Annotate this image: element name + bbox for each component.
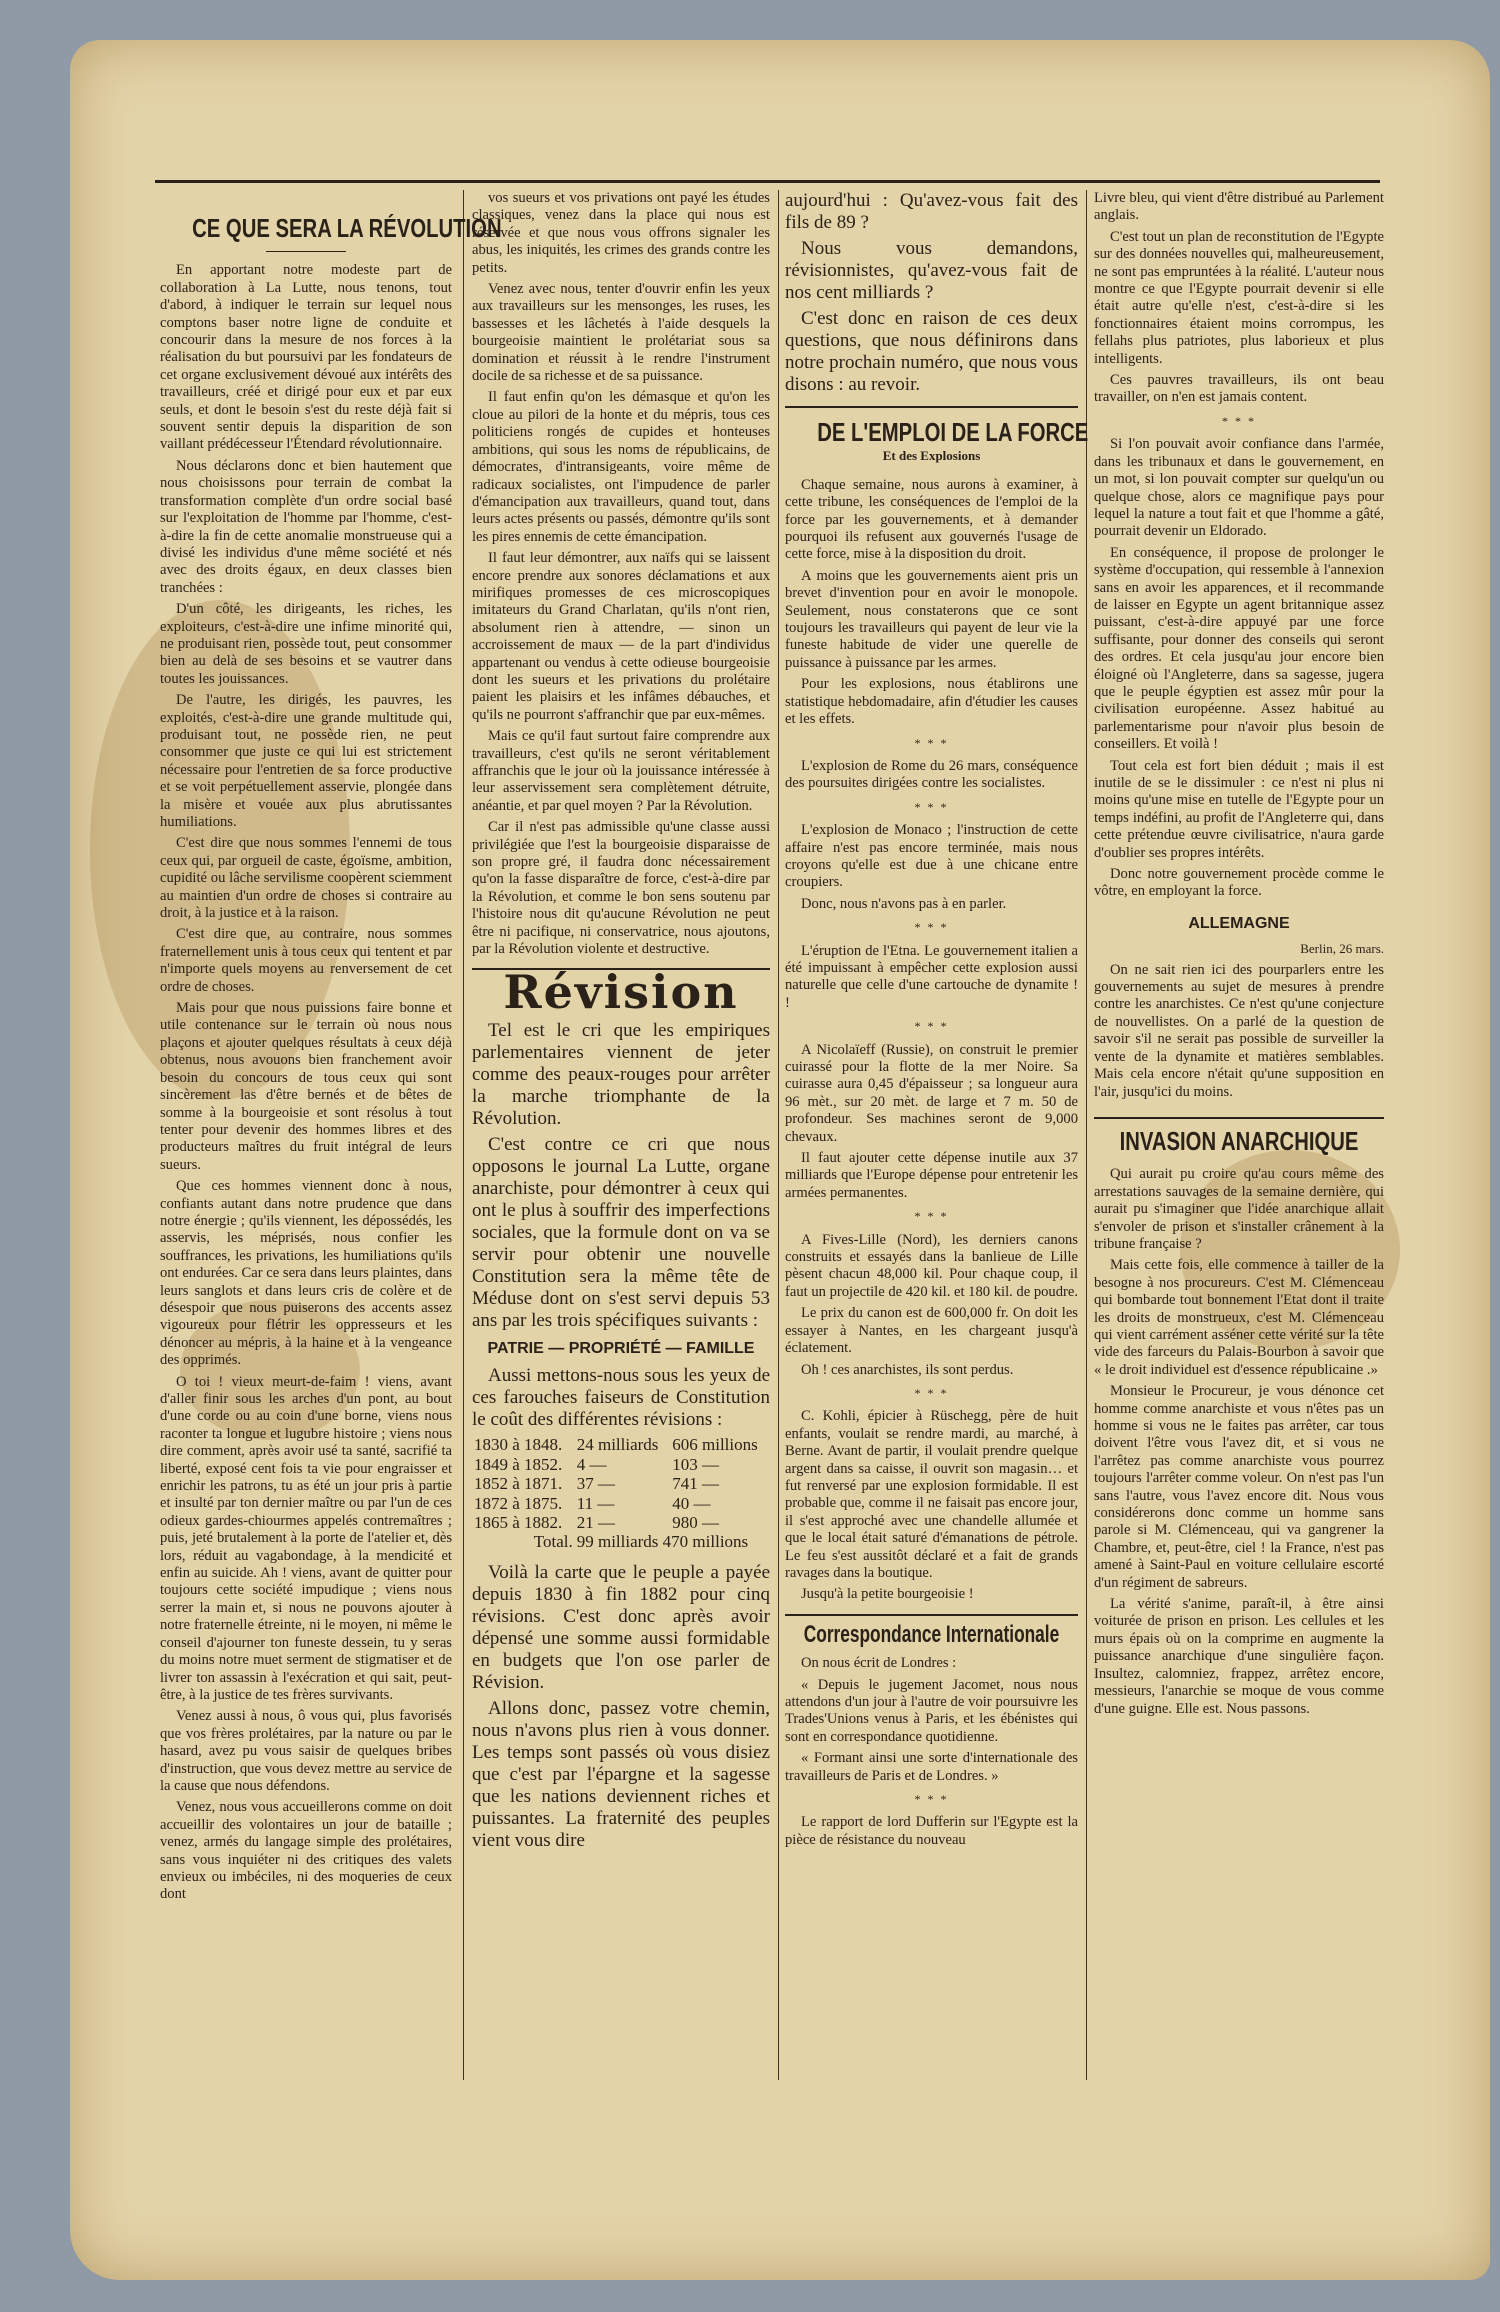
paragraph: Il faut enfin qu'on les démasque et qu'on les cloue au pilori de la honte et du mépris, tous ces politiciens rongés de cupides et honteuses ambitions, qui sous les noms de républicains, de démocrates, d'intransigeants, voire même de radicaux socialistes, ont l'impudence de parler d'émancipation aux travailleurs, quand tout, dans leurs actes présents ou passés, démontre qu'ils sont les pires ennemis de cette émancipation.	[472, 389, 770, 545]
revision-closing	[472, 1562, 770, 1852]
paragraph: On nous écrit de Londres :	[801, 1655, 957, 1672]
budget-intro: Aussi mettons-nous sous les yeux de ces farouches faiseurs de Constitution le coût des différentes révisions :	[472, 1365, 770, 1431]
asterism: * * *	[914, 920, 949, 935]
news-item: A Fives-Lille (Nord), les derniers canons construits et essayés dans la banlieue de Lille pèsent chacun 48,000 kil. Pour chaque coup, il faut un projectile de 420 kil. et 180 kil. de poudre.	[785, 1231, 1079, 1300]
paragraph: Nous déclarons donc et bien hautement que nous choisissons pour terrain de combat la transformation complète d'un ordre social basé sur l'exploitation de l'homme par l'homme, c'est-à-dire la fin de cette anomalie monstrueuse qui a divisé les individus d'une même société et nés avec des droits égaux, en deux classes bien tranchées :	[160, 457, 452, 596]
paragraph: Donc notre gouvernement procède comme le vôtre, en employant la force.	[1094, 866, 1384, 900]
paragraph: C'est donc en raison de ces deux questions, que nous définirons dans notre prochain numéro, que nous vous disons : au revoir.	[785, 308, 1078, 395]
milliards-cell: 37 —	[576, 1474, 615, 1494]
period-cell: 1830 à 1848.	[474, 1435, 563, 1455]
paragraph: Venez aussi à nous, ô vous qui, plus favorisés que vos frères prolétaires, par la nature ou par le hasard, avez pu vous saisir de quelques bribes d'instruction, que vous devez mettre au service de la cause que nous défendons.	[160, 1708, 452, 1794]
period-cell: 1872 à 1875.	[474, 1493, 563, 1513]
paragraph: Ces pauvres travailleurs, ils ont beau travailler, on n'en est jamais content.	[1094, 372, 1384, 406]
table-row	[472, 1494, 770, 1513]
millions-cell: 103 —	[672, 1454, 719, 1474]
article-continuation	[472, 190, 770, 958]
paragraph: aujourd'hui : Qu'avez-vous fait des fils de 89 ?	[785, 190, 1078, 233]
paragraph: Pour les explosions, nous établirons une statistique hebdomadaire, afin d'étudier les causes et les effets.	[785, 676, 1078, 728]
asterism: * * *	[914, 1792, 949, 1807]
column-separator	[463, 190, 464, 2080]
paragraph: Car il n'est pas admissible qu'une classe aussi privilégiée que l'est la bourgeoisie disparaisse de son propre gré, il faudra donc nécessairement qu'on la fasse disparaître de force, c'est-à-dire par la Révolution, et comme le bon sens soutenu par l'histoire nous dit qu'aucune Révolution ne peut être ni pacifique, ni conservatrice, nous ajoutons, par la Révolution violente et destructive.	[472, 819, 770, 958]
total-label: Total.	[533, 1532, 573, 1552]
section-divider	[1094, 1117, 1384, 1119]
millions-cell: 606 millions	[672, 1435, 758, 1455]
news-item: Jusqu'à la petite bourgeoisie !	[801, 1586, 974, 1603]
milliards-cell: 24 milliards	[576, 1435, 659, 1455]
paragraph: Livre bleu, qui vient d'être distribué au Parlement anglais.	[1094, 190, 1384, 224]
table-total-row	[472, 1532, 770, 1551]
asterism: * * *	[914, 735, 949, 750]
period-cell: 1852 à 1871.	[474, 1474, 563, 1494]
motto: PATRIE — PROPRIÉTÉ — FAMILLE	[487, 1339, 755, 1357]
paragraph: Chaque semaine, nous aurons à examiner, à cette tribune, les conséquences de l'emploi de la force par les gouvernements, et à demander pourquoi ils refusent aux gouvernés l'usage de cette force, mise à la disposition du droit.	[785, 476, 1078, 563]
paragraph: Mais cette fois, elle commence à tailler de la besogne à nos procureurs. C'est M. Clémenceau qui bombarde tout bonnement l'Etat dont il traite les droits de monstrueux, c'est M. Clémenceau qui vient carrément asséner cette vérité sur la tête vide des farceurs du Palais-Bourbon à savoir que « le droit individuel est d'essence républicaine .»	[1094, 1257, 1384, 1378]
paragraph: D'un côté, les dirigeants, les riches, les exploiteurs, c'est-à-dire une infime minorité qui, ne produisant rien, possède tout, peut consommer bien au delà de ses besoins et se vautrer dans toutes les jouissances.	[160, 601, 452, 687]
paragraph: Tel est le cri que les empiriques parlementaires viennent de jeter comme des peaux-rouges pour arrêter la marche triomphante de la Révolution.	[472, 1019, 770, 1129]
paragraph: Le rapport de lord Dufferin sur l'Egypte est la pièce de résistance du nouveau	[785, 1814, 1078, 1848]
news-item: A Nicolaïeff (Russie), on construit le premier cuirassé pour la flotte de la mer Noire. Sa cuirasse aura 0,45 d'épaisseur ; sa longueur aura 96 mèt., sur 20 mèt. de large et 7 m. 50 de profondeur. Ses machines seront de 9,000 chevaux.	[785, 1041, 1078, 1145]
millions-cell: 40 —	[672, 1493, 711, 1513]
paragraph: Monsieur le Procureur, je vous dénonce cet homme comme anarchiste et vous n'êtes pas un homme si vous ne le faites pas arrêter, car tous doivent l'être vous l'avez dit, et si vous ne l'arrêtez pas comme anarchiste vous pourrez toujours l'arrêter comme voleur. On n'est pas l'un sans l'autre, vous l'avez encore dit. Nous vous considérerons donc comme un homme sans parole si M. Clémenceau, qui va gangrener la Chambre, et, peut-être, ciel ! la France, n'est pas amené à Saint-Paul en voiture cellulaire escorté d'un régiment de sabreurs.	[1094, 1383, 1384, 1591]
paragraph: Il faut leur démontrer, aux naïfs qui se laissent encore prendre aux sonores déclamations et aux mirifiques promesses de ces microscopiques imitateurs du Grand Charlatan, qu'ils n'ont rien, absolument rien à attendre, — sinon un accroissement de maux — de la part d'individus appartenant ou vendus à cette odieuse bourgeoisie dont les sueurs et les privations du prolétaire paient les plaisirs et les infâmes débauches, et qu'ils ne pourront s'affranchir que par eux-mêmes.	[472, 550, 770, 723]
table-row	[472, 1513, 770, 1532]
period-cell: 1849 à 1852.	[474, 1454, 563, 1474]
millions-cell: 741 —	[672, 1474, 719, 1494]
dateline: Berlin, 26 mars.	[1300, 941, 1384, 957]
paragraph: vos sueurs et vos privations ont payé les études classiques, venez dans la place qui nous est réservée et que nous vous offrons signaler les abus, les iniquités, les crimes des grands contre les petits.	[472, 190, 770, 276]
paragraph: En conséquence, il propose de prolonger le système d'occupation, qui ressemble à l'annexion sans en avoir les apparences, et il recommande de laisser en Egypte un agent britannique assez puissant, c'est-à-dire appuyé par une force suffisante, pour donner des conseils qui seront des ordres. Et cela jusqu'au jour encore bien éloigné où l'Angleterre, dans sa sagesse, jugera que le peuple égyptien est assez mûr pour la civilisation européenne. Assez habitué au parlementarisme pour n'avoir plus besoin de conseillers. Et voilà !	[1094, 544, 1384, 753]
paragraph: « Formant ainsi une sorte d'internationale des travailleurs de Paris et de Londres. »	[785, 1750, 1078, 1784]
column-4	[1094, 190, 1384, 2090]
revision-ending	[785, 190, 1078, 396]
paragraph: Allons donc, passez votre chemin, nous n'avons plus rien à vous donner. Les temps sont passés où vous disiez que c'est par l'épargne et la sagesse que les nations deviennent riches et puissantes. La fraternité des peuples vient vous dire	[472, 1697, 770, 1851]
milliards-cell: 4 —	[576, 1454, 607, 1474]
column-separator	[1086, 190, 1087, 2080]
paragraph: Mais ce qu'il faut surtout faire comprendre aux travailleurs, c'est qu'ils ne seront véritablement affranchis que le jour où la jouissance intéressée à leur asservissement sera complètement détruite, anéantie, et par quel moyen ? Par la Révolution.	[472, 728, 770, 814]
table-row	[472, 1435, 770, 1454]
article-subheadline: Et des Explosions	[882, 448, 981, 464]
budget-table	[472, 1435, 770, 1551]
table-row	[472, 1474, 770, 1493]
revision-body	[472, 1020, 770, 1332]
millions-cell: 980 —	[672, 1512, 719, 1532]
paragraph: Venez, nous vous accueillerons comme on doit accueillir des volontaires un jour de bataille ; venez, armés du langage simple des prolétaires, sans vous inquiéter ni des critiques des valets envieux ou imbéciles, ni des moqueries de ceux dont	[160, 1799, 452, 1903]
paragraph: A moins que les gouvernements aient pris un brevet d'invention pour en avoir le monopole. Seulement, nous constaterons que ce sont toujours les travailleurs qui payent de leur vie la funeste habitude de vider une querelle de puissance à puissance par les armes.	[785, 567, 1078, 671]
revision-title: Révision	[503, 965, 739, 1020]
news-item: L'explosion de Monaco ; l'instruction de cette affaire n'est pas encore terminée, mais nous croyons qu'elle est due à une chicane entre croupiers.	[785, 822, 1078, 891]
news-item: Oh ! ces anarchistes, ils sont perdus.	[801, 1361, 1014, 1378]
article-headline: INVASION ANARCHIQUE	[1119, 1125, 1359, 1156]
section-divider	[785, 406, 1078, 408]
paragraph: Venez avec nous, tenter d'ouvrir enfin les yeux aux travailleurs sur les mensonges, les ruses, les bassesses et les lâchetés à l'aide desquels la bourgeoisie maintient le prolétariat sous sa domination et réussit à le rendre l'instrument docile de sa richesse et de sa puissance.	[472, 281, 770, 385]
top-rule	[155, 180, 1380, 183]
paragraph: Si l'on pouvait avoir confiance dans l'armée, dans les tribunaux et dans le gouvernement, en un mot, si lon pouvait compter sur quelqu'un ou quelque chose, alors ce magnifique pays pour lequel la nature a tout fait et que l'homme a gâté, pourrait devenir un Eldorado.	[1094, 436, 1384, 540]
news-item: Il faut ajouter cette dépense inutile aux 37 milliards que l'Europe dépense pour entretenir les armées permanentes.	[785, 1150, 1078, 1201]
article-headline: CE QUE SERA LA RÉVOLUTION	[192, 213, 502, 243]
paragraph: « Depuis le jugement Jacomet, nous nous attendons d'un jour à l'autre de voir poursuivre les Trades'Unions venus à Paris, et les ébénistes qui sont en correspondance quotidienne.	[785, 1676, 1078, 1745]
asterism: * * *	[914, 1209, 949, 1224]
total-value: 99 milliards 470 millions	[576, 1532, 749, 1552]
column-3	[785, 190, 1089, 2090]
asterism: * * *	[914, 1019, 949, 1034]
paragraph: Mais pour que nous puissions faire bonne et utile contenance sur le terrain où nous nous plaçons et ajouter quelques résultats à ceux déjà obtenus, nous avouons bien franchement avoir besoin du concours de tous ceux qui sont sincèrement las d'être bernés et de bêtes de somme à la bourgeoisie et sont résolus à tout tenter pour devenir des hommes libres et des producteurs maîtres du fruit intégral de leurs sueurs.	[160, 1000, 452, 1173]
asterism: * * *	[1222, 413, 1256, 428]
paragraph: De l'autre, les dirigés, les pauvres, les exploités, c'est-à-dire une grande multitude qui, produisant tout, ne possède rien, ne peut consommer que juste ce qui lui est strictement nécessaire pour l'entretien de sa force productive et se voit perpétuellement asservie, plongée dans la misère et vouée aux plus abrutissantes humiliations.	[160, 692, 452, 830]
paragraph: C'est tout un plan de reconstitution de l'Egypte sur des données nouvelles qui, malheureusement, ne sont pas empruntées à la réalité. L'auteur nous montre ce que l'Egypte pourrait devenir si elle était autre qu'elle n'est, c'est-à-dire si les fonctionnaires étaient moins corrompus, les fellahs plus patriotes, plus laborieux et plus intelligents.	[1094, 228, 1384, 367]
asterism: * * *	[914, 1385, 949, 1400]
correspondence-headline: Correspondance Internationale	[803, 1620, 1060, 1648]
column-1	[160, 190, 502, 2090]
paragraph: La vérité s'anime, paraît-il, à être ainsi voiturée de prison en prison. Les cellules et les murs épais où on la comprime en augmente la puissance anarchique d'une singulière façon. Insultez, calomniez, frappez, arrêtez encore, messieurs, l'anarchie se moque de vous comme d'une guigne. Elle est. Nous passons.	[1094, 1596, 1384, 1717]
news-item: Le prix du canon est de 600,000 fr. On doit les essayer à Nantes, en les chargeant jusqu'à éclatement.	[785, 1305, 1078, 1357]
paragraph: Voilà la carte que le peuple a payée depuis 1830 à fin 1882 pour cinq révisions. C'est donc après avoir dépensé une somme aussi formidable en budgets que l'on ose parler de Révision.	[472, 1561, 770, 1693]
paragraph: C'est dire que nous sommes l'ennemi de tous ceux qui, par orgueil de caste, égoïsme, ambition, cupidité ou lâche servilisme coopèrent sciemment au maintien d'un ordre de choses si contraire au droit, à la justice et à la raison.	[160, 835, 452, 922]
article-headline: DE L'EMPLOI DE LA FORCE	[817, 417, 1089, 447]
paragraph: O toi ! vieux meurt-de-faim ! viens, avant d'aller finir sous les arches d'un pont, au bout d'une corde ou au coin d'une borne, viens nous raconter ta longue et lugubre histoire ; viens nous dire comment, après avoir usé ta santé, sacrifié ta liberté, exposé cent fois ta vie pour engraisser et enrichir les patrons, tu as été un jour pris à partie et insulté par ton dernier maître ou par l'un de ces odieux gardes-chiourmes appelés contremaîtres ; puis, jeté brutalement à la porte de l'atelier et, dès lors, réduit au vagabondage, à la mendicité et enfin au suicide. Ah ! viens, avant de quitter pour toujours cette société impudique ; viens nous serrer la main et, si nous ne pouvons ajouter à notre fraternelle étreinte, ni le moyen, ni même le conseil d'ajourner ton funeste dessein, tu y seras du moins notre muet serment de stigmatiser et de livrer ton assassin à l'exécration et qui sait, peut-être, à la justice de tes frères survivants.	[160, 1373, 452, 1703]
table-row	[472, 1455, 770, 1474]
article-body	[160, 262, 452, 1903]
news-item: L'éruption de l'Etna. Le gouvernement italien a été impuissant à empêcher cette explosion aussi naturelle que celle d'une cartouche de dynamite ! !	[785, 942, 1078, 1011]
section-divider	[785, 1614, 1078, 1616]
news-item: Donc, nous n'avons pas à en parler.	[801, 895, 1007, 912]
column-2	[472, 190, 770, 2090]
paragraph: Qui aurait pu croire qu'au cours même des arrestations sauvages de la semaine dernière, qui aurait pu s'imaginer que l'idée anarchique allait s'envoler de prison et s'installer crânement à la tribune française ?	[1094, 1166, 1384, 1252]
milliards-cell: 11 —	[576, 1493, 615, 1513]
section-title-allemagne: ALLEMAGNE	[1188, 914, 1290, 932]
asterism: * * *	[914, 799, 949, 814]
paragraph: Que ces hommes viennent donc à nous, confiants autant dans notre prudence que dans notre énergie ; qu'ils viennent, les dépossédés, les asservis, les méprisés, nous confier les souffrances, les privations, les humiliations qu'ils ont endurées. Car ce sera dans leurs plaintes, dans leurs sanglots et dans leurs cris de colère et de désespoir que nous puiserons des accents assez vigoureux pour flétrir les oppresseurs et les dénoncer au mépris, à la haine et à la vengeance des opprimés.	[160, 1178, 452, 1369]
paragraph: Nous vous demandons, révisionnistes, qu'avez-vous fait de nos cent milliards ?	[785, 238, 1078, 303]
milliards-cell: 21 —	[576, 1512, 615, 1532]
paragraph: En apportant notre modeste part de collaboration à La Lutte, nous tenons, tout d'abord, à indiquer le terrain sur lequel nous comptons baser notre ligne de conduite et concourir dans la mesure de nos forces à la réalisation du but poursuivi par les fondateurs de cet organe exclusivement dévoué aux intérêts des travailleurs, créé et dirigé pour eux et par eux seuls, et dont le besoin s'est du reste déjà fait si souvent sentir depuis la disparition de son vaillant prédécesseur l'Étendard révolutionnaire.	[160, 262, 452, 453]
paragraph: Tout cela est fort bien déduit ; mais il est inutile de se le dissimuler : ce n'est ni plus ni moins qu'une mise en tutelle de l'Egypte pour un temps indéfini, au profit de l'Angleterre qui, dans cette prétendue œuvre civilisatrice, n'aura garde d'oublier ses propres intérêts.	[1094, 757, 1384, 861]
paragraph: C'est contre ce cri que nous opposons le journal La Lutte, organe anarchiste, pour démontrer à ceux qui ont le plus à souffrir des imperfections sociales, que la formule dont on va se servir pour obtenir une nouvelle Constitution sera la même tête de Méduse dont on s'est servi depuis 53 ans par les trois spécifiques suivants :	[472, 1133, 770, 1331]
paragraph: On ne sait rien ici des pourparlers entre les gouvernements au sujet de mesures à prendre contre les anarchistes. Ce n'est qu'une conjecture de nouvellistes. On a parlé de la question de savoir s'il ne serait pas possible de surveiller la vente de la dynamite et matières semblables. Mais cela encore n'était qu'une supposition en l'air, jusqu'ici du moins.	[1094, 961, 1384, 1100]
paragraph: C'est dire que, au contraire, nous sommes fraternellement unis à tous ceux qui tentent et par n'importe quels moyens au renversement de cet ordre de choses.	[160, 926, 452, 995]
news-item: C. Kohli, épicier à Rüschegg, père de huit enfants, voulait se rendre mardi, au marché, à Berne. Avant de partir, il voulait prendre quelque argent dans sa caisse, il ouvrit son magasin… et fut renversé par une explosion formidable. Il est probable que, comme il ne faisait pas encore jour, il s'est approché avec une chandelle allumée et que le local était saturé d'émanations de pétrole. Le feu s'est aussitôt déclaré et a fait de grands ravages dans la boutique.	[785, 1408, 1078, 1581]
column-separator	[778, 190, 779, 2080]
news-item: L'explosion de Rome du 26 mars, conséquence des poursuites dirigées contre les socialistes.	[785, 757, 1078, 792]
period-cell: 1865 à 1882.	[474, 1512, 563, 1532]
divider	[266, 251, 346, 252]
